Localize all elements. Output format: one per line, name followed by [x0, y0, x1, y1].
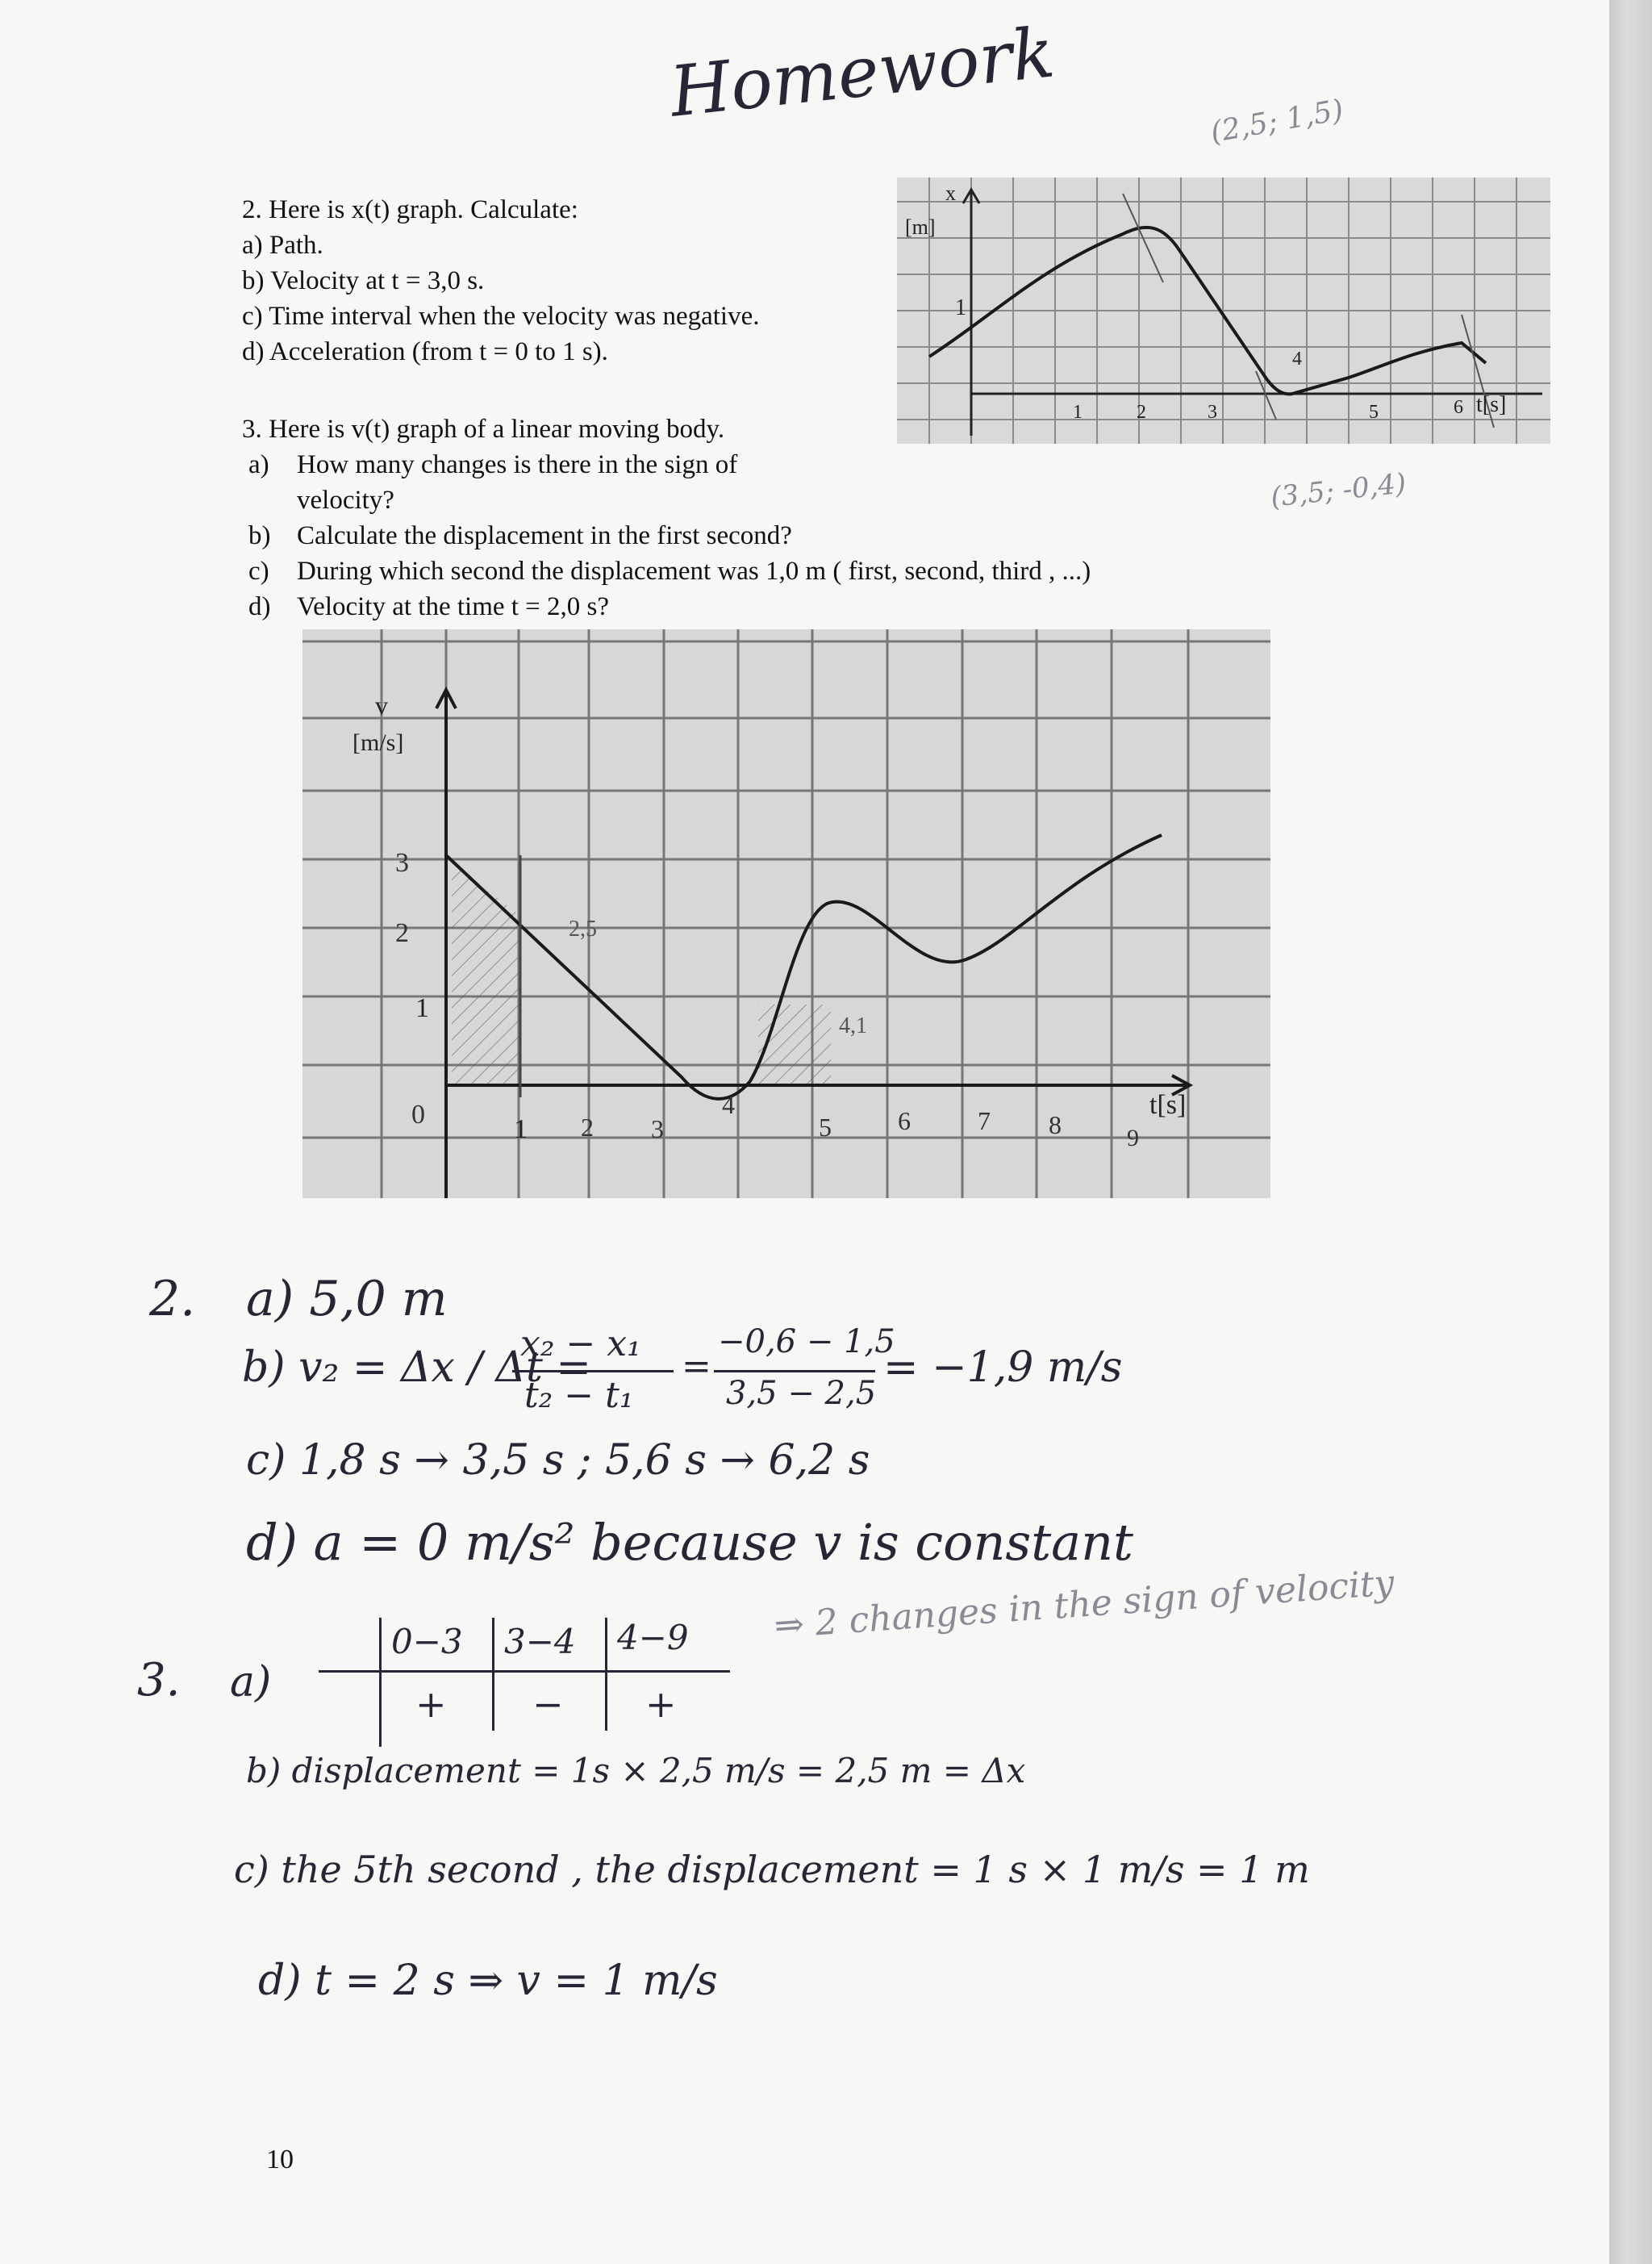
xt-x-tick-3: 3: [1208, 402, 1217, 423]
vt-y-tick-2: 2: [395, 918, 409, 948]
vt-graph: [302, 629, 1270, 1198]
homework-title: Homework: [666, 12, 1058, 133]
answer-2b-eq: =: [682, 1346, 711, 1387]
vt-x-tick-0: 0: [411, 1100, 425, 1130]
problem-3-item-d: d) Velocity at the time t = 2,0 s?: [248, 592, 610, 621]
answer-3a-key: a): [230, 1658, 272, 1706]
xt-y-tick-1: 1: [955, 295, 966, 320]
vt-x-tick-6: 6: [898, 1106, 911, 1135]
answer-2b-frac2-line: [714, 1370, 875, 1372]
problem-3-heading: 3. Here is v(t) graph of a linear moving body.: [242, 415, 725, 444]
answer-2c: c) 1,8 s → 3,5 s ; 5,6 s → 6,2 s: [246, 1436, 870, 1485]
problem-2-item-d: d) Acceleration (from t = 0 to 1 s).: [242, 337, 608, 366]
vt-annotation-4-1: 4,1: [839, 1013, 867, 1038]
problem-2-item-c: c) Time interval when the velocity was negative.: [242, 302, 760, 331]
answer-3a-note: ⇒ 2 changes in the sign of velocity: [773, 1562, 1396, 1647]
problem-2-item-b: b) Velocity at t = 3,0 s.: [242, 266, 485, 295]
sign-table-vline-1: [379, 1618, 382, 1747]
vt-y-tick-3: 3: [395, 848, 409, 878]
sign-table-sign-3: +: [645, 1682, 677, 1726]
problem-2-heading: 2. Here is x(t) graph. Calculate:: [242, 195, 578, 224]
sign-table-interval-2: 3−4: [504, 1622, 576, 1661]
vt-x-tick-7: 7: [978, 1106, 991, 1135]
problem-3-item-a-cont: velocity?: [297, 486, 394, 515]
sign-table-vline-2: [492, 1618, 494, 1731]
vt-x-tick-8: 8: [1049, 1110, 1062, 1139]
answer-2b-frac2-den: 3,5 − 2,5: [726, 1375, 877, 1412]
answer-2b-frac1-num: x₂ − x₁: [520, 1323, 641, 1364]
answer-3d: d) t = 2 s ⇒ v = 1 m/s: [258, 1957, 718, 2005]
xt-y-label: x: [945, 182, 956, 205]
vt-x-tick-2: 2: [581, 1113, 594, 1142]
sign-table-interval-3: 4−9: [617, 1618, 689, 1657]
sign-table-vline-3: [605, 1618, 607, 1731]
xt-x-tick-4: 4: [1292, 349, 1302, 370]
problem-3-item-b: b) Calculate the displacement in the first second?: [248, 521, 792, 550]
sign-table-interval-1: 0−3: [391, 1622, 463, 1661]
answer-2b-frac1-line: [512, 1370, 674, 1372]
answer-3b: b) displacement = 1s × 2,5 m/s = 2,5 m = Δx: [246, 1751, 1026, 1790]
vt-x-tick-5: 5: [819, 1113, 832, 1142]
answer-2b-frac1-den: t₂ − t₁: [524, 1375, 634, 1416]
answer-3a-sign-table: [319, 1614, 730, 1747]
answer-2b-result: = −1,9 m/s: [883, 1343, 1123, 1392]
problem-3-item-a: a) How many changes is there in the sign of: [248, 450, 738, 479]
vt-x-tick-1: 1: [514, 1114, 528, 1144]
vt-y-tick-1: 1: [415, 993, 429, 1023]
answer-2-label: 2.: [149, 1271, 196, 1327]
problem-3-item-c: c) During which second the displacement was 1,0 m ( first, second, third , ...): [248, 557, 1091, 586]
xt-x-tick-6: 6: [1454, 397, 1463, 418]
sign-table-sign-1: +: [415, 1682, 447, 1726]
answer-2b-frac2-num: −0,6 − 1,5: [718, 1323, 895, 1360]
problem-2: [242, 192, 760, 370]
xt-x-tick-2: 2: [1137, 402, 1146, 423]
problem-2-item-a: a) Path.: [242, 231, 323, 260]
xt-peak-annotation: (2,5; 1,5): [1208, 93, 1346, 150]
page-number: 10: [266, 2145, 294, 2174]
page-edge: [1609, 0, 1652, 2264]
xt-min-annotation: (3,5; -0,4): [1269, 467, 1408, 514]
vt-annotation-2-5: 2,5: [569, 917, 597, 942]
xt-x-tick-5: 5: [1369, 402, 1379, 423]
answer-3c: c) the 5th second , the displacement = 1 s × 1 m/s = 1 m: [234, 1848, 1310, 1891]
xt-y-unit: [m]: [905, 215, 936, 239]
xt-x-label: t[s]: [1476, 392, 1507, 417]
vt-x-tick-4: 4: [722, 1090, 735, 1119]
vt-x-tick-3: 3: [651, 1114, 664, 1143]
vt-x-tick-9: 9: [1127, 1125, 1139, 1151]
answer-2b-lhs: b) v₂ = Δx / Δt =: [242, 1343, 591, 1392]
answer-2d: d) a = 0 m/s² because v is constant: [246, 1513, 1133, 1572]
answer-2a: a) 5,0 m: [246, 1271, 448, 1327]
answer-3-label: 3.: [137, 1654, 181, 1706]
xt-x-tick-1: 1: [1073, 402, 1083, 423]
sign-table-sign-2: −: [532, 1682, 564, 1726]
vt-x-label: t[s]: [1149, 1090, 1187, 1120]
xt-graph: [897, 178, 1550, 444]
vt-y-label: v: [375, 691, 388, 720]
vt-y-unit: [m/s]: [353, 729, 404, 756]
